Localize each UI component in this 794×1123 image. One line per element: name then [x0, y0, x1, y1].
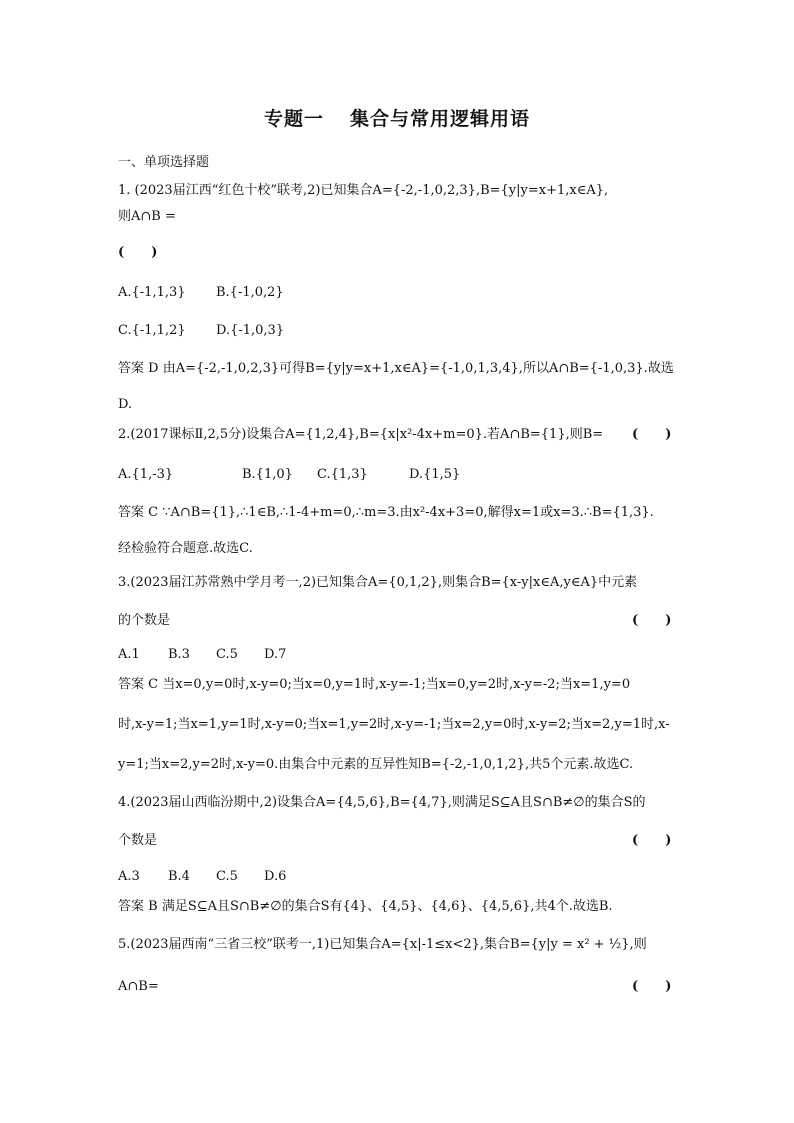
q1-options-row1: [118, 284, 284, 302]
q3-answer-line3: y=1;当x=2,y=2时,x-y=0.由集合中元素的互异性知B={-2,-1,0,1,2},共5个元素.故选C.: [118, 757, 634, 772]
q3-option-b: B.3: [168, 647, 190, 662]
q1-option-b: B.{-1,0,2}: [216, 285, 284, 300]
title-part1: 专题一: [263, 108, 324, 130]
q1-stem-line1: 1. (2023届江西“红色十校”联考,2)已知集合A={-2,-1,0,2,3},B={y|y=x+1,x∈A},: [118, 183, 609, 198]
q4-option-a: A.3: [118, 869, 140, 884]
page-title: [0, 104, 794, 131]
q2-option-b: B.{1,0}: [242, 467, 293, 482]
q3-answer-bracket: ( ): [632, 613, 672, 628]
title-part2: 集合与常用逻辑用语: [350, 108, 531, 130]
q3-answer-line1: 答案 C 当x=0,y=0时,x-y=0;当x=0,y=1时,x-y=-1;当x=0,y=2时,x-y=-2;当x=1,y=0: [118, 677, 631, 692]
q2-answer-line2: 经检验符合题意.故选C.: [118, 541, 253, 556]
q3-stem-line1: 3.(2023届江苏常熟中学月考一,2)已知集合A={0,1,2},则集合B={x-y|x∈A,y∈A}中元素: [118, 575, 638, 590]
q4-option-b: B.4: [168, 869, 190, 884]
q2-answer-line1: 答案 C ∵A∩B={1},∴1∈B,∴1-4+m=0,∴m=3.由x²-4x+3=0,解得x=1或x=3.∴B={1,3}.: [118, 505, 654, 520]
q3-answer-line2: 时,x-y=1;当x=1,y=1时,x-y=0;当x=1,y=2时,x-y=-1;当x=2,y=0时,x-y=2;当x=2,y=1时,x-: [118, 717, 670, 732]
q1-options-row2: [118, 322, 284, 340]
q3-option-a: A.1: [118, 647, 140, 662]
q4-options: [118, 868, 286, 886]
q1-stem-line2: 则A∩B =: [118, 209, 176, 224]
q5-stem-line2: A∩B=: [118, 979, 159, 994]
q1-answer-bracket: ( ): [118, 245, 158, 260]
q1-option-c: C.{-1,1,2}: [118, 323, 186, 338]
q3-option-c: C.5: [216, 647, 238, 662]
q3-stem-line2: 的个数是: [118, 613, 171, 628]
q2-answer-bracket: ( ): [632, 427, 672, 442]
q1-option-a: A.{-1,1,3}: [118, 285, 186, 300]
section-heading: 一、单项选择题: [118, 155, 210, 170]
q5-stem-line1: 5.(2023届西南“三省三校”联考一,1)已知集合A={x|-1≤x<2},集合B={y|y = x² + ½},则: [118, 937, 647, 952]
q4-stem-line2: 个数是: [118, 833, 158, 848]
q3-option-d: D.7: [264, 647, 287, 662]
q3-options: [118, 646, 286, 664]
q4-option-c: C.5: [216, 869, 238, 884]
q2-stem-line1: 2.(2017课标Ⅱ,2,5分)设集合A={1,2,4},B={x|x²-4x+m=0}.若A∩B={1},则B=: [118, 427, 604, 442]
q5-answer-bracket: ( ): [632, 979, 672, 994]
q4-option-d: D.6: [264, 869, 287, 884]
q4-answer-line1: 答案 B 满足S⊆A且S∩B≠∅的集合S有{4}、{4,5}、{4,6}、{4,5,6},共4个.故选B.: [118, 899, 613, 914]
q2-option-c: C.{1,3}: [317, 467, 368, 482]
q2-option-d: D.{1,5}: [409, 467, 461, 482]
q1-answer-line1: 答案 D 由A={-2,-1,0,2,3}可得B={y|y=x+1,x∈A}={-1,0,1,3,4},所以A∩B={-1,0,3}.故选: [118, 361, 674, 376]
q4-stem-line1: 4.(2023届山西临汾期中,2)设集合A={4,5,6},B={4,7},则满足S⊆A且S∩B≠∅的集合S的: [118, 795, 646, 810]
q2-option-a: A.{1,-3}: [118, 467, 174, 482]
q4-answer-bracket: ( ): [632, 833, 672, 848]
q1-option-d: D.{-1,0,3}: [216, 323, 285, 338]
q2-options: [118, 466, 460, 484]
q1-answer-line2: D.: [118, 397, 133, 412]
